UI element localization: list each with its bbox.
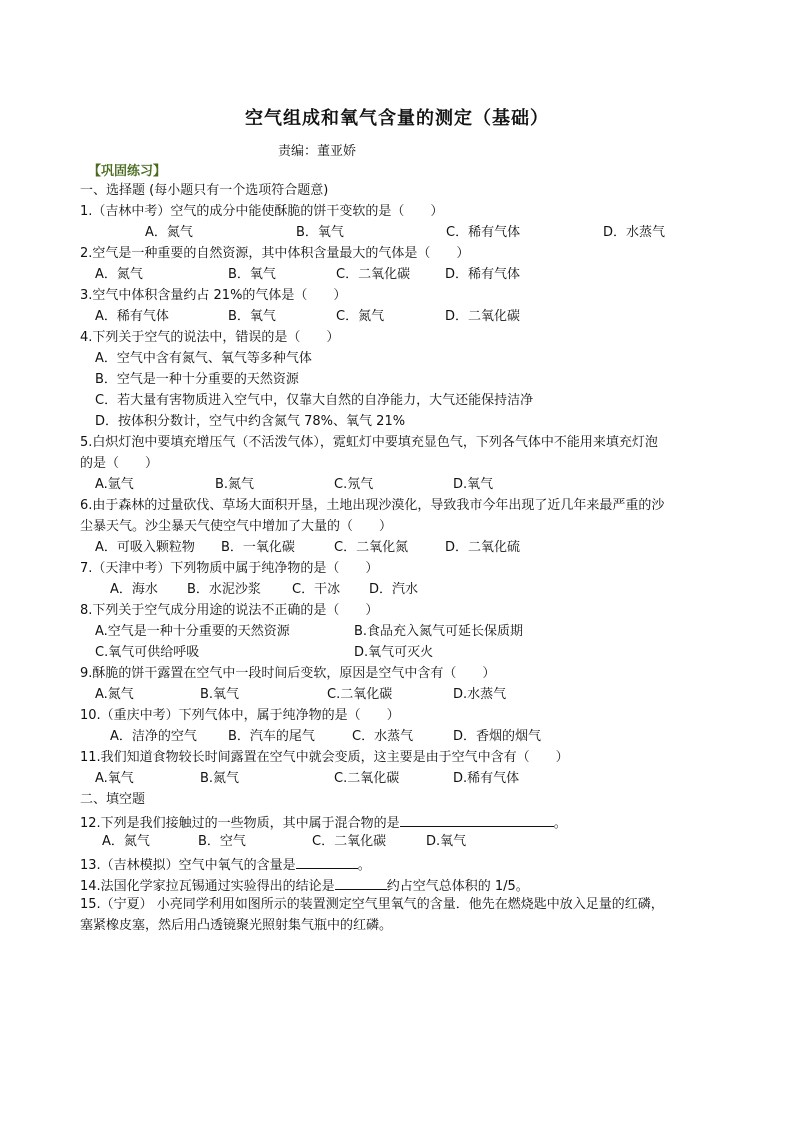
q9-option-c: C.二氧化碳	[327, 687, 393, 702]
q14-answer-blank[interactable]	[335, 875, 387, 890]
editor-credit: 责编：董亚娇	[278, 144, 357, 159]
q9-option-b: B.氧气	[200, 687, 240, 702]
q11-option-b: B.氮气	[200, 771, 240, 786]
q14-end: 约占空气总体积的 1/5。	[386, 879, 529, 894]
q1-option-a: A．氮气	[145, 225, 193, 240]
q11-option-d: D.稀有气体	[453, 771, 520, 786]
q7-option-c: C．干冰	[292, 582, 341, 597]
q12-stem: 12.下列是我们接触过的一些物质，其中属于混合物的是	[80, 816, 400, 831]
q6-option-c: C．二氧化氮	[334, 540, 409, 555]
q5-option-a: A.氩气	[95, 477, 134, 492]
q12-answer-blank[interactable]	[400, 812, 554, 827]
q6-stem-line2: 尘暴天气。沙尘暴天气使空气中增加了大量的（ ）	[80, 519, 393, 534]
q6-option-a: A．可吸入颗粒物	[95, 540, 195, 555]
part2-heading: 二、填空题	[80, 792, 146, 807]
section-tag: 【巩固练习】	[88, 164, 167, 179]
q7-option-a: A．海水	[110, 582, 158, 597]
q5-option-c: C.氖气	[334, 477, 374, 492]
q10-stem: 10.（重庆中考）下列气体中，属于纯净物的是（ ）	[80, 708, 400, 723]
q13-stem: 13.（吉林模拟）空气中氧气的含量是	[80, 858, 296, 873]
q12-end: 。	[553, 816, 567, 831]
q11-stem: 11.我们知道食物较长时间露置在空气中就会变质，这主要是由于空气中含有（ ）	[80, 750, 569, 765]
q10-option-c: C．水蒸气	[352, 729, 414, 744]
q3-option-b: B．氧气	[228, 309, 276, 324]
q5-stem-line1: 5.白炽灯泡中要填充增压气（不活泼气体），霓虹灯中要填充显色气，下列各气体中不能用来填充灯泡	[80, 435, 658, 450]
q3-option-c: C．氮气	[336, 309, 385, 324]
q4-option-b: B．空气是一种十分重要的天然资源	[95, 372, 299, 387]
q8-stem: 8.下列关于空气成分用途的说法不正确的是（ ）	[80, 603, 379, 618]
page-title: 空气组成和氧气含量的测定（基础）	[245, 108, 549, 129]
q12-option-c: C．二氧化碳	[312, 834, 387, 849]
q8-option-c: C.氧气可供给呼吸	[95, 645, 200, 660]
q1-option-c: C．稀有气体	[446, 225, 521, 240]
q3-option-a: A．稀有气体	[95, 309, 169, 324]
q1-stem: 1.（吉林中考）空气的成分中能使酥脆的饼干变软的是（ ）	[80, 204, 444, 219]
q5-option-d: D.氧气	[453, 477, 494, 492]
q2-option-c: C．二氧化碳	[336, 267, 411, 282]
q5-option-b: B.氮气	[215, 477, 255, 492]
q14-stem: 14.法国化学家拉瓦锡通过实验得出的结论是	[80, 879, 335, 894]
q15-stem-line2: 塞紧橡皮塞，然后用凸透镜聚光照射集气瓶中的红磷。	[80, 918, 393, 933]
q7-option-d: D．汽水	[369, 582, 419, 597]
q2-option-a: A．氮气	[95, 267, 143, 282]
q4-option-c: C．若大量有害物质进入空气中，仅靠大自然的自净能力，大气还能保持洁净	[95, 393, 534, 408]
q13-end: 。	[357, 858, 371, 873]
q6-option-d: D．二氧化硫	[445, 540, 521, 555]
q14-line	[80, 875, 529, 896]
q15-stem-line1: 15.（宁夏） 小亮同学利用如图所示的装置测定空气里氧气的含量．他先在燃烧匙中放入足量的红磷，	[80, 897, 664, 912]
q8-option-b: B.食品充入氮气可延长保质期	[354, 624, 524, 639]
q8-option-d: D.氧气可灭火	[354, 645, 434, 660]
q10-option-a: A．洁净的空气	[110, 729, 197, 744]
q9-stem: 9.酥脆的饼干露置在空气中一段时间后变软，原因是空气中含有（ ）	[80, 666, 496, 681]
q12-option-a: A．氮气	[102, 834, 150, 849]
q1-option-d: D．水蒸气	[603, 225, 666, 240]
q13-answer-blank[interactable]	[296, 854, 358, 869]
q4-option-d: D．按体积分数计，空气中约含氮气 78%、氧气 21%	[95, 414, 406, 429]
q7-stem: 7.（天津中考）下列物质中属于纯净物的是（ ）	[80, 561, 379, 576]
q9-option-a: A.氮气	[95, 687, 134, 702]
q8-option-a: A.空气是一种十分重要的天然资源	[95, 624, 290, 639]
q11-option-c: C.二氧化碳	[334, 771, 400, 786]
q10-option-b: B．汽车的尾气	[228, 729, 315, 744]
q6-option-b: B．一氧化碳	[221, 540, 295, 555]
q3-option-d: D．二氧化碳	[445, 309, 521, 324]
q2-stem: 2.空气是一种重要的自然资源，其中体积含量最大的气体是（ ）	[80, 246, 470, 261]
q2-option-d: D．稀有气体	[445, 267, 521, 282]
q3-stem: 3.空气中体积含量约占 21%的气体是（ ）	[80, 288, 347, 303]
q6-stem-line1: 6.由于森林的过量砍伐、草场大面积开垦，土地出现沙漠化，导致我市今年出现了近几年来最严重的沙	[80, 498, 665, 513]
q10-option-d: D．香烟的烟气	[453, 729, 542, 744]
q4-option-a: A．空气中含有氮气、氧气等多种气体	[95, 351, 312, 366]
q9-option-d: D.水蒸气	[453, 687, 507, 702]
q5-stem-line2: 的是（ ）	[80, 456, 159, 471]
q13-line	[80, 854, 371, 875]
part1-heading: 一、选择题 (每小题只有一个选项符合题意)	[80, 183, 329, 198]
q1-option-b: B．氧气	[296, 225, 344, 240]
q4-stem: 4.下列关于空气的说法中，错误的是（ ）	[80, 330, 340, 345]
q12-option-b: B．空气	[198, 834, 246, 849]
q11-option-a: A.氧气	[95, 771, 134, 786]
q2-option-b: B．氧气	[228, 267, 276, 282]
q12-option-d: D.氧气	[426, 834, 467, 849]
q7-option-b: B．水泥沙浆	[187, 582, 261, 597]
q12-line	[80, 812, 567, 833]
